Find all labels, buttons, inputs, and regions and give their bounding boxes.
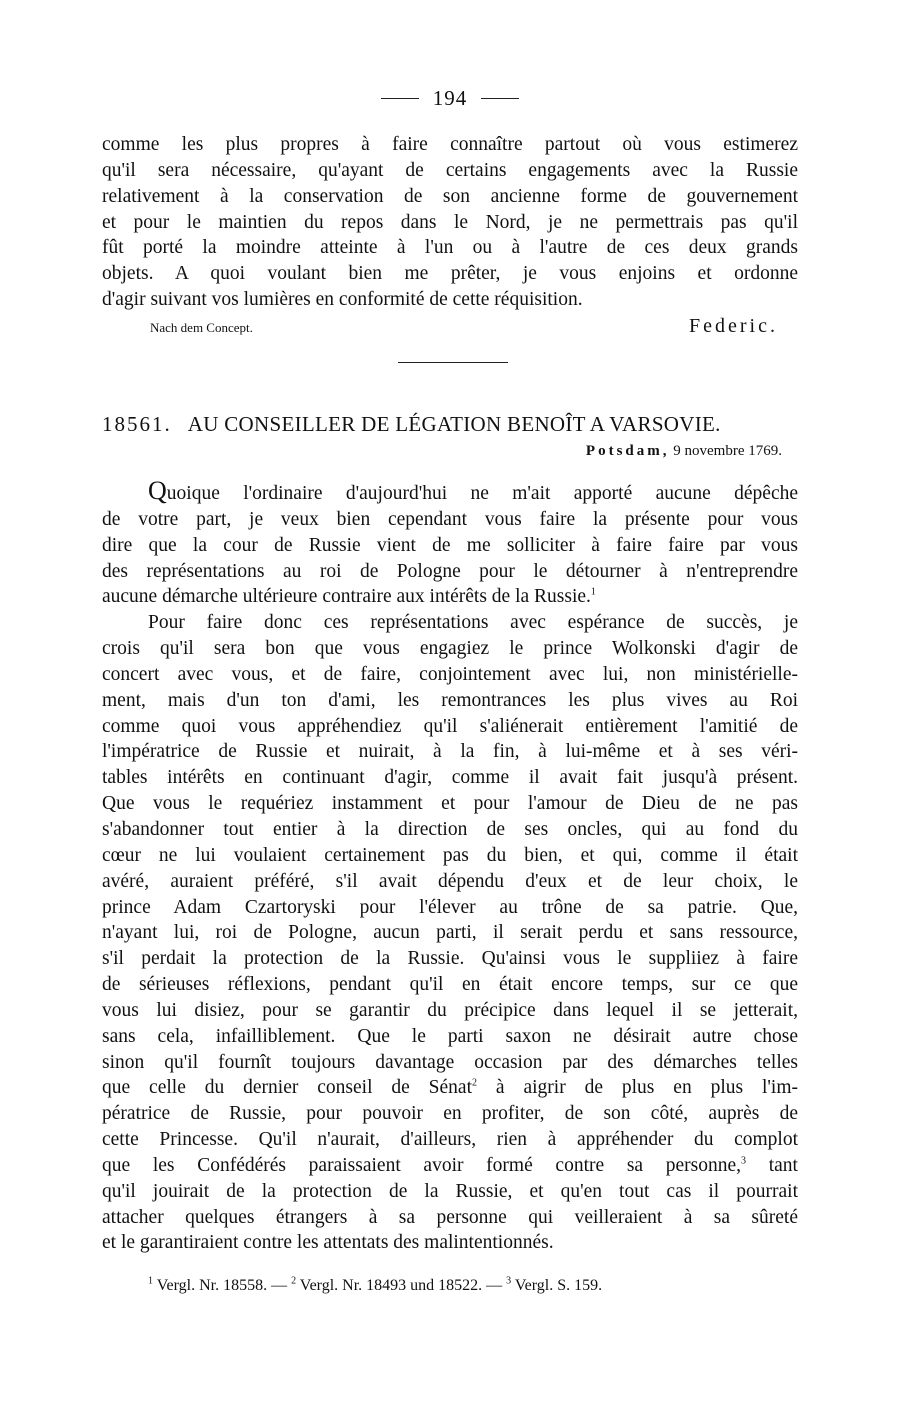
attribution-row	[150, 315, 778, 338]
text-line: de sérieuses réflexions, pendant qu'il en était encore temps, sur ce que	[102, 974, 798, 996]
text-line: l'impératrice de Russie et nuirait, à la fin, à lui-même et à ses véri-	[102, 741, 798, 763]
signature: Federic.	[689, 315, 778, 337]
continued-letter-text	[102, 132, 798, 313]
dateline	[586, 443, 782, 460]
source-note: Nach dem Concept.	[150, 320, 253, 335]
text-line: sinon qu'il fournît toujours davantage occasion par des démarches telles	[102, 1051, 798, 1073]
text-line: concert avec vous, et de faire, conjointement avec lui, non ministérielle-	[102, 663, 798, 685]
footnote-ref: 3	[741, 1155, 747, 1167]
text-line	[102, 584, 798, 610]
text-line: et le garantiraient contre les attentats des malintentionnés.	[102, 1232, 554, 1254]
text-line: sans cela, infailliblement. Que le parti saxon ne désirait autre chose	[102, 1025, 798, 1047]
text-line: qu'il jouirait de la protection de la Russie, et qu'en tout cas il pourrait	[102, 1180, 798, 1202]
text-line: n'ayant lui, roi de Pologne, aucun parti, il serait perdu et sans ressource,	[102, 922, 798, 944]
page-header	[0, 86, 900, 111]
text-line: relativement à la conservation de son ancienne forme de gouvernement	[102, 185, 798, 207]
text-line: de votre part, je veux bien cependant vous faire la présente pour vous	[102, 508, 798, 530]
text-line: ment, mais d'un ton d'ami, les remontrances les plus vives au Roi	[102, 689, 798, 711]
footnote-ref: 2	[472, 1077, 478, 1089]
letter-body	[102, 478, 798, 1256]
footnote-mark: 2	[291, 1275, 297, 1287]
text-line: qu'il sera nécessaire, qu'ayant de certains engagements avec la Russie	[102, 159, 798, 181]
text-line: s'il perdait la protection de la Russie. Qu'ainsi vous le suppliiez à faire	[102, 948, 798, 970]
text-line: Pour faire donc ces représentations avec espérance de succès, je	[148, 612, 798, 634]
letter-heading	[102, 412, 802, 437]
date-text: 9 novembre 1769.	[673, 443, 782, 459]
footnote-text: Vergl. S. 159.	[511, 1277, 603, 1294]
text-line: pératrice de Russie, pour pouvoir en profiter, de son côté, auprès de	[102, 1103, 798, 1125]
text-fragment: que celle du dernier conseil de Sénat	[102, 1077, 473, 1099]
text-fragment: que les Confédérés paraissaient avoir formé contre sa personne,	[102, 1154, 742, 1176]
text-line: et pour le maintien du repos dans le Nord, je ne permettrais pas qu'il	[102, 211, 798, 233]
text-line: crois qu'il sera bon que vous engagiez le prince Wolkonski d'agir de	[102, 638, 798, 660]
letter-number: 18561.	[102, 412, 172, 436]
text-line: d'agir suivant vos lumières en conformité de cette réquisition.	[102, 289, 583, 311]
letter-title: AU CONSEILLER DE LÉGATION BENOÎT A VARSOVIE.	[187, 412, 721, 436]
text-line: Que vous le requériez instamment et pour l'amour de Dieu de ne pas	[102, 793, 798, 815]
text-line: comme quoi vous appréhendiez qu'il s'aliénerait entièrement l'amitié de	[102, 715, 798, 737]
text-line: tables intérêts en continuant d'agir, comme il avait fait jusqu'à présent.	[102, 767, 798, 789]
text-line: cœur ne lui voulaient certainement pas du bien, et qui, comme il était	[102, 844, 798, 866]
text-line: prince Adam Czartoryski pour l'élever au trône de sa patrie. Que,	[102, 896, 798, 918]
text-line: fût porté la moindre atteinte à l'un ou à l'autre de ces deux grands	[102, 237, 798, 259]
header-rule-right	[481, 98, 519, 99]
text-fragment: tant	[746, 1154, 798, 1176]
text-line: cette Princesse. Qu'il n'aurait, d'ailleurs, rien à appréhender du complot	[102, 1129, 798, 1151]
section-divider	[398, 362, 508, 363]
text-line	[102, 1075, 798, 1101]
text-line: dire que la cour de Russie vient de me solliciter à faire faire par vous	[102, 534, 798, 556]
text-line: comme les plus propres à faire connaître partout où vous estimerez	[102, 134, 798, 155]
page-number: 194	[432, 86, 468, 110]
footnote-mark: 3	[506, 1275, 512, 1287]
text-line	[102, 478, 798, 507]
text-fragment: aucune démarche ultérieure contraire aux intérêts de la Russie.	[102, 586, 591, 608]
text-line: des représentations au roi de Pologne pour le détourner à n'entreprendre	[102, 560, 798, 582]
footnote-ref: 1	[590, 586, 596, 598]
footnote-text: Vergl. Nr. 18558.	[153, 1277, 268, 1294]
text-fragment: à aigrir de plus en plus l'im-	[477, 1077, 798, 1099]
text-line	[102, 1153, 798, 1179]
text-line: avéré, auraient préféré, s'il avait dépendu d'eux et de leur choix, le	[102, 870, 798, 892]
footnotes	[148, 1277, 788, 1295]
date-place: Potsdam,	[585, 443, 670, 459]
text-line: s'abandonner tout entier à la direction de ses oncles, qui au fond du	[102, 818, 798, 840]
text-line: vous lui disiez, pour se garantir du précipice dans lequel il se jetterait,	[102, 999, 798, 1021]
text-line: attacher quelques étrangers à sa personne qui veilleraient à sa sûreté	[102, 1206, 798, 1228]
text-fragment: uoique l'ordinaire d'aujourd'hui ne m'ait apporté aucune dépêche	[166, 483, 798, 504]
footnote-mark: 1	[148, 1275, 153, 1287]
initial-letter: Q	[148, 476, 167, 505]
footnote-separator: —	[267, 1277, 292, 1294]
footnote-text: Vergl. Nr. 18493 und 18522.	[296, 1277, 483, 1294]
footnote-separator: —	[482, 1277, 507, 1294]
text-line: objets. A quoi voulant bien me prêter, je vous enjoins et ordonne	[102, 263, 798, 285]
header-rule-left	[381, 98, 419, 99]
